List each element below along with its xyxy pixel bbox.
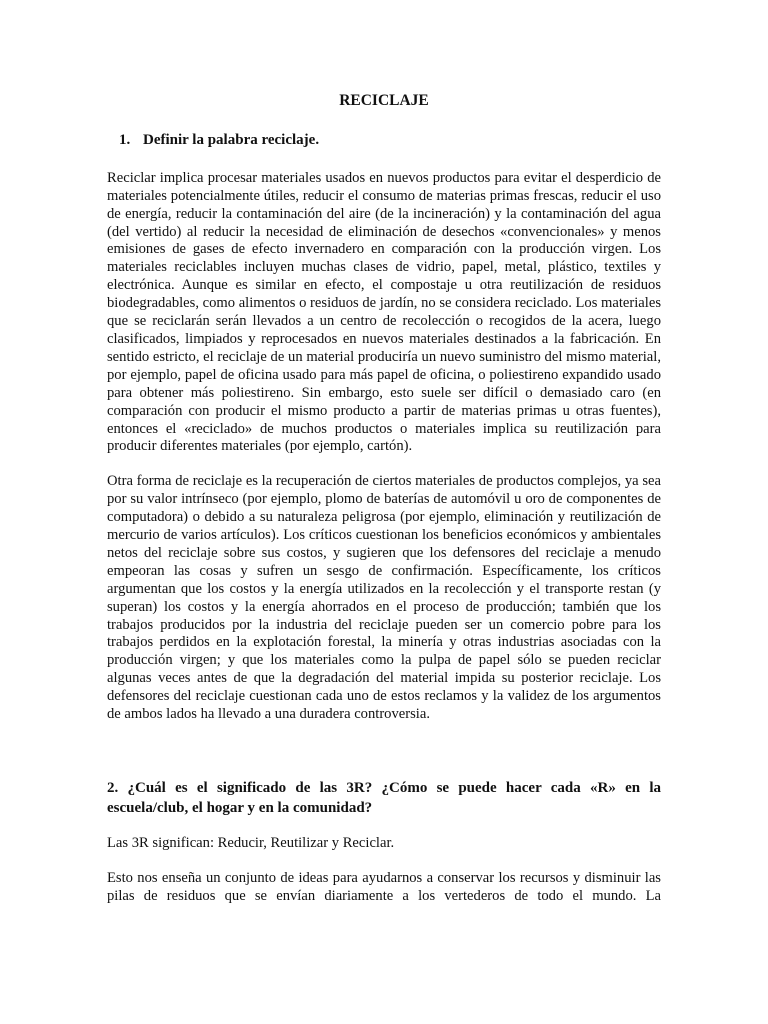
document-page	[107, 92, 661, 906]
document-title: RECICLAJE	[339, 92, 429, 109]
section-2-paragraph-2: Esto nos enseña un conjunto de ideas para ayudarnos a conservar los recursos y disminuir las pilas de residuos que se envían diariamente a los vertederos de todo el mundo. La	[107, 869, 661, 904]
section-2-paragraph-1: Las 3R significan: Reducir, Reutilizar y Reciclar.	[107, 835, 395, 851]
section-1-paragraph-1: Reciclar implica procesar materiales usados en nuevos productos para evitar el desperdicio de materiales potencialmente útiles, reducir el consumo de materias primas frescas, reducir el uso de energía, reducir la contaminación del aire (de la incineración) y la contaminación del agua (del vertido) al reducir la necesidad de eliminación de desechos «convencionales» y menos emisiones de gases de efecto invernadero en comparación con la producción virgen. Los materiales reciclables incluyen muchas clases de vidrio, papel, metal, plástico, textiles y electrónica. Aunque es similar en efecto, el compostaje u otra reutilización de residuos biodegradables, como alimentos o residuos de jardín, no se considera reciclado. Los materiales que se reciclarán serán llevados a un centro de recolección o recogidos de la acera, luego clasificados, limpiados y reprocesados en nuevos materiales destinados a la fabricación. En sentido estricto, el reciclaje de un material produciría un nuevo suministro del mismo material, por ejemplo, papel de oficina usado para más papel de oficina, o poliestireno expandido usado para obtener más poliestireno. Sin embargo, esto suele ser difícil o demasiado caro (en comparación con producir el mismo producto a partir de materias primas u otras fuentes), entonces el «reciclado» de muchos productos o materiales implica su reutilización para producir diferentes materiales (por ejemplo, cartón).	[107, 169, 661, 455]
section-1-number: 1.	[119, 131, 131, 148]
section-1-paragraph-2: Otra forma de reciclaje es la recuperación de ciertos materiales de productos complejos, ya sea por su valor intrínseco (por ejemplo, plomo de baterías de automóvil u oro de componentes de computadora) o debido a su naturaleza peligrosa (por ejemplo, eliminación y reutilización de mercurio de varios artículos). Los críticos cuestionan los beneficios económicos y ambientales netos del reciclaje sobre sus costos, y sugieren que los defensores del reciclaje a menudo empeoran las cosas y sufren un sesgo de confirmación. Específicamente, los críticos argumentan que los costos y la energía utilizados en la recolección y el transporte restan (y superan) los costos y la energía ahorrados en el proceso de producción; también que los trabajos producidos por la industria del reciclaje pueden ser un comercio pobre para los trabajos perdidos en la explotación forestal, la minería y otras industrias asociadas con la producción virgen; y que los materiales como la pulpa de papel sólo se pueden reciclar algunas veces antes de que la degradación del material impida su posterior reciclaje. Los defensores del reciclaje cuestionan cada uno de estos reclamos y la validez de los argumentos de ambos lados ha llevado a una duradera controversia.	[107, 473, 661, 723]
section-1-heading	[107, 132, 661, 150]
section-1-heading-text: Definir la palabra reciclaje.	[143, 131, 320, 148]
section-2-heading: 2. ¿Cuál es el significado de las 3R? ¿Cómo se puede hacer cada «R» en la escuela/club, el hogar y en la comunidad?	[107, 780, 661, 816]
